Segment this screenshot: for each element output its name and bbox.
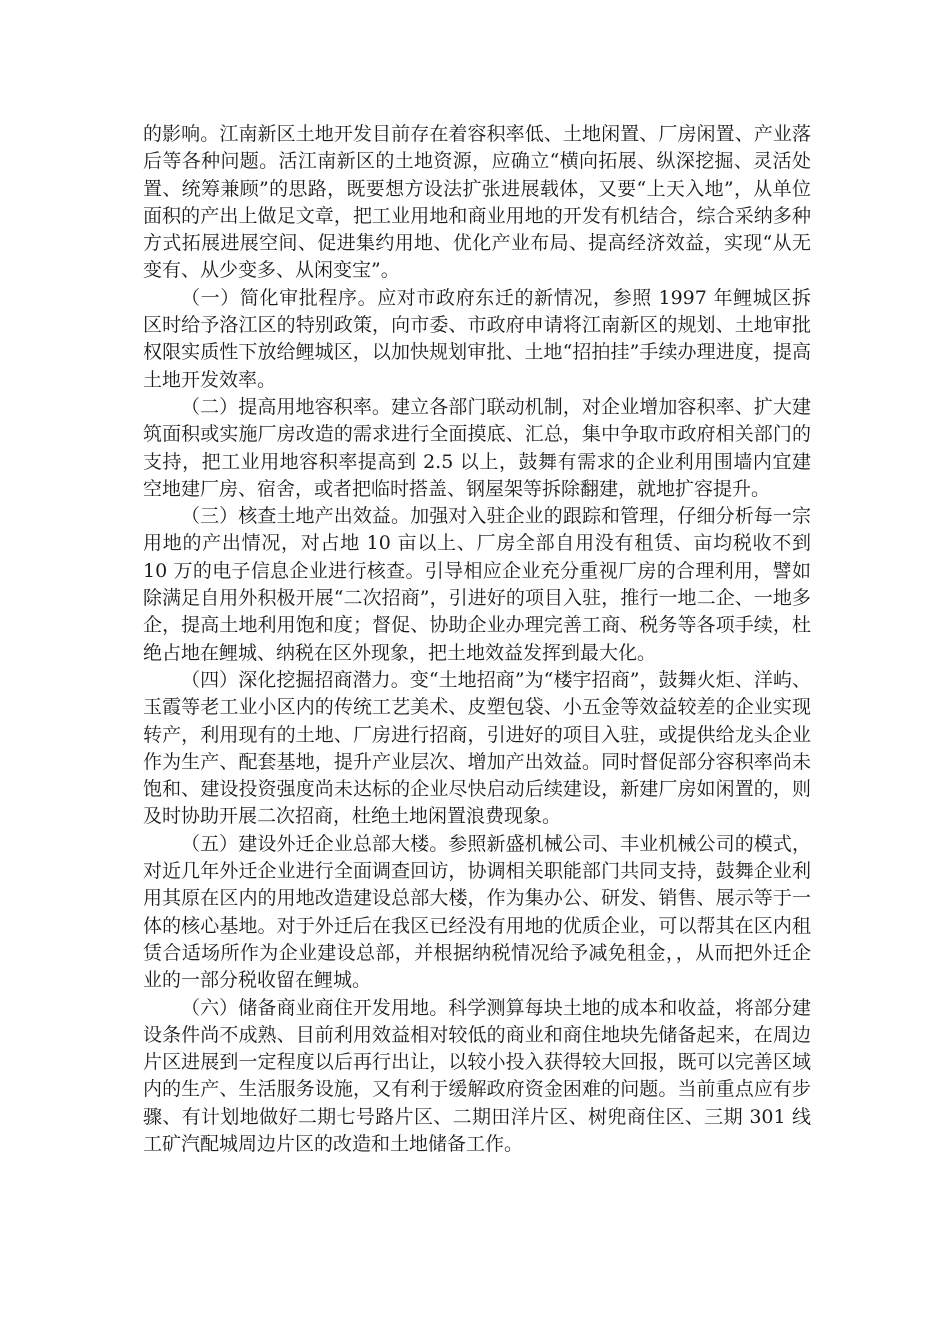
paragraph-section-1: （一）简化审批程序。应对市政府东迁的新情况，参照 1997 年鲤城区拆区时给予洛江区的特别政策，向市委、市政府申请将江南新区的规划、土地审批权限实质性下放给鲤城区，以加快规划审批、土地“招拍挂”手续办理进度，提高土地开发效率。 <box>143 286 811 391</box>
paragraph-section-3: （三）核查土地产出效益。加强对入驻企业的跟踪和管理，仔细分析每一宗用地的产出情况，对占地 10 亩以上、厂房全部自用没有租赁、亩均税收不到 10 万的电子信息企业进行核查。引导相应企业充分重视厂房的合理利用，譬如除满足自用外积极开展“二次招商”，引进好的项目入驻，推行一地二企、一地多企，提高土地利用饱和度；督促、协助企业办理完善工商、税务等各项手续，杜绝占地在鲤城、纳税在区外现象，把土地效益发挥到最大化。 <box>143 505 811 664</box>
paragraph-section-6: （六）储备商业商住开发用地。科学测算每块土地的成本和收益，将部分建设条件尚不成熟、目前利用效益相对较低的商业和商住地块先储备起来，在周边片区进展到一定程度以后再行出让，以较小投入获得较大回报，既可以完善区域内的生产、生活服务设施，又有利于缓解政府资金困难的问题。当前重点应有步骤、有计划地做好二期七号路片区、二期田洋片区、树兜商住区、三期 301 线工矿汽配城周边片区的改造和土地储备工作。 <box>143 996 811 1155</box>
paragraph-section-4: （四）深化挖掘招商潜力。变“土地招商”为“楼宇招商”，鼓舞火炬、洋屿、玉霞等老工业小区内的传统工艺美术、皮塑包袋、小五金等效益较差的企业实现转产，利用现有的土地、厂房进行招商，引进好的项目入驻，或提供给龙头企业作为生产、配套基地，提升产业层次、增加产出效益。同时督促部分容积率尚未饱和、建设投资强度尚未达标的企业尽快启动后续建设，新建厂房如闲置的，则及时协助开展二次招商，杜绝土地闲置浪费现象。 <box>143 668 811 828</box>
paragraph-section-2: （二）提高用地容积率。建立各部门联动机制，对企业增加容积率、扩大建筑面积或实施厂房改造的需求进行全面摸底、汇总，集中争取市政府相关部门的支持，把工业用地容积率提高到 2.5 以上，鼓舞有需求的企业利用围墙内宜建空地建厂房、宿舍，或者把临时搭盖、钢屋架等拆除翻建，就地扩容提升。 <box>143 395 811 500</box>
paragraph-intro: 的影响。江南新区土地开发目前存在着容积率低、土地闲置、厂房闲置、产业落后等各种问题。活江南新区的土地资源，应确立“横向拓展、纵深挖掘、灵活处置、统筹兼顾”的思路，既要想方设法扩张进展载体，又要“上天入地”，从单位面积的产出上做足文章，把工业用地和商业用地的开发有机结合，综合采纳多种方式拓展进展空间、促进集约用地、优化产业布局、提高经济效益，实现“从无变有、从少变多、从闲变宝”。 <box>143 123 811 282</box>
paragraph-section-5: （五）建设外迁企业总部大楼。参照新盛机械公司、丰业机械公司的模式，对近几年外迁企业进行全面调查回访，协调相关职能部门共同支持，鼓舞企业利用其原在区内的用地改造建设总部大楼，作为集办公、研发、销售、展示等于一体的核心基地。对于外迁后在我区已经没有用地的优质企业，可以帮其在区内租赁合适场所作为企业建设总部，并根据纳税情况给予减免租金，，从而把外迁企业的一部分税收留在鲤城。 <box>143 832 811 992</box>
document-body <box>143 121 811 1158</box>
